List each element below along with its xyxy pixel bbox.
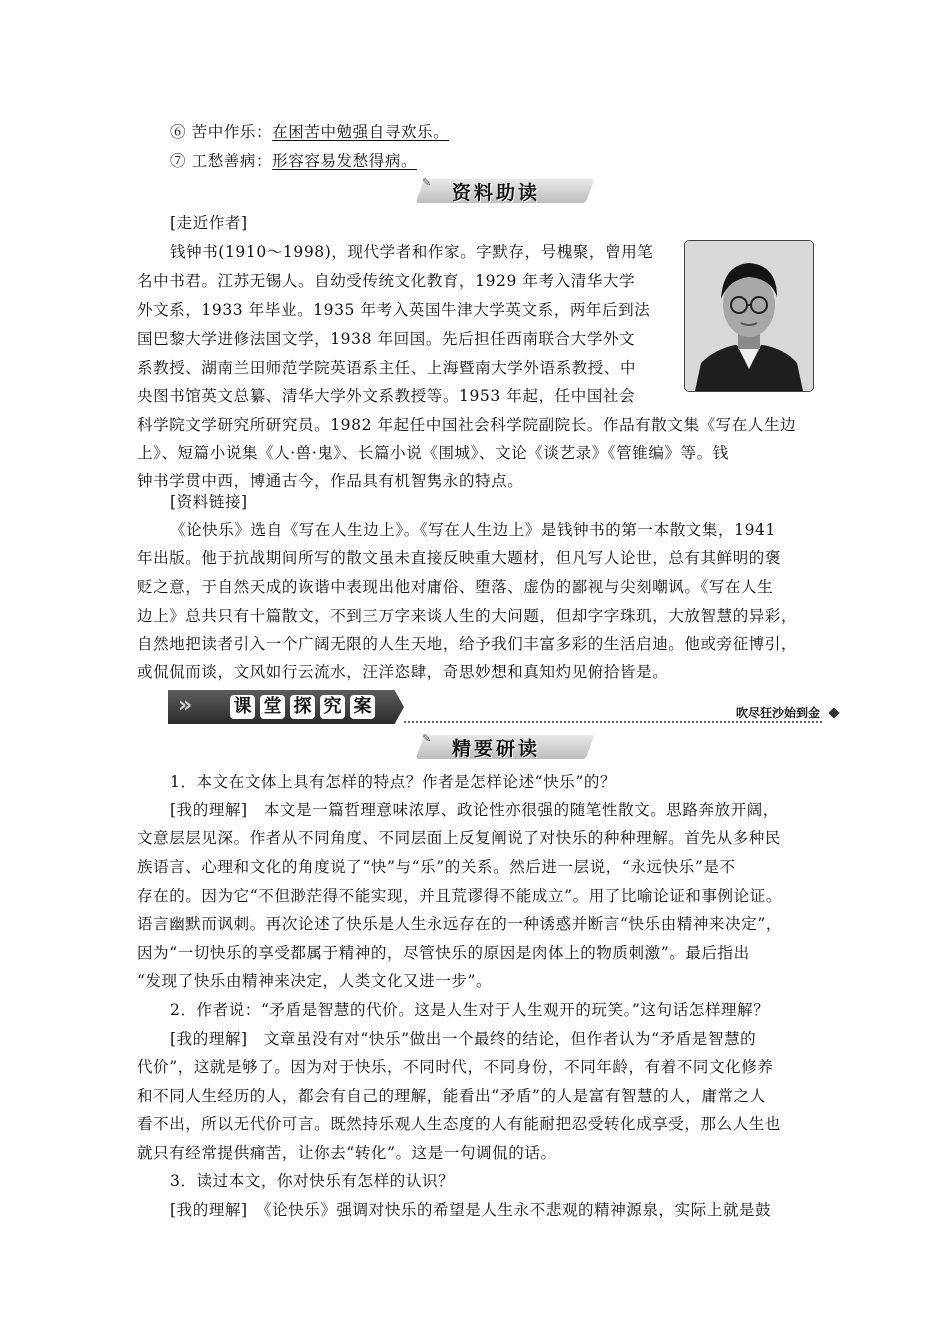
answer-line: 就只有经常提供痛苦，让你去“转化”。这是一句调侃的话。 — [137, 1144, 557, 1162]
link-line: 年出版。他于抗战期间所写的散文虽未直接反映重大题材，但凡写人论世，总有其鲜明的褒 — [137, 549, 782, 567]
question-2: 2．作者说：“矛盾是智慧的代价。这是人生对于人生观开的玩笑。”这句话怎样理解？ — [170, 1001, 770, 1019]
vocab-line-6 — [170, 120, 860, 145]
vocab-definition: 形容容易发愁得病。 — [272, 152, 418, 170]
author-line: 名中书君。江苏无锡人。自幼受传统文化教育，1929 年考入清华大学 — [137, 272, 636, 290]
link-line: 自然地把读者引入一个广阔无限的人生天地，给予我们丰富多彩的生活启迪。他或旁征博引， — [137, 635, 798, 653]
vocab-term: ⑦ 工愁善病： — [170, 152, 273, 170]
link-label: [资料链接] — [170, 493, 248, 511]
vocab-term: ⑥ 苦中作乐： — [170, 123, 273, 141]
author-line: 钱钟书(1910～1998)，现代学者和作家。字默存，号槐聚，曾用笔 — [170, 243, 654, 261]
answer-line: 族语言、心理和文化的角度说了“快”与“乐”的关系。然后进一层说，“永远快乐”是不 — [137, 858, 736, 876]
author-line: 科学院文学研究所研究员。1982 年起任中国社会科学院副院长。作品有散文集《写在人生边 — [137, 416, 797, 434]
answer-line: 文意层层见深。作者从不同角度、不同层面上反复阐说了对快乐的种种理解。首先从多种民 — [137, 829, 782, 847]
banner-motto: 吹尽狂沙始到金 — [735, 706, 820, 720]
answer-line: [我的理解] 《论快乐》强调对快乐的希望是人生永不悲观的精神源泉，实际上就是鼓 — [170, 1201, 772, 1219]
section-header-materials — [420, 176, 600, 206]
section-title: 精要研读 — [452, 738, 541, 760]
portrait-image — [685, 241, 813, 391]
question-3: 3．读过本文，你对快乐有怎样的认识？ — [170, 1172, 455, 1190]
author-line: 钟书学贯中西，博通古今，作品具有机智隽永的特点。 — [137, 472, 524, 490]
answer-line: 语言幽默而讽刺。再次论述了快乐是人生永远存在的一种诱惑并断言“快乐由精神来决定”， — [137, 915, 782, 933]
link-line: 贬之意，于自然天成的诙谐中表现出他对庸俗、堕落、虚伪的鄙视与尖刻嘲讽。《写在人生 — [137, 578, 774, 596]
answer-line: [我的理解] 本文是一篇哲理意味浓厚、政论性亦很强的随笔性散文。思路奔放开阔， — [170, 801, 779, 819]
answer-line: 存在的。因为它“不但渺茫得不能实现，并且荒谬得不能成立”。用了比喻论证和事例论证。 — [137, 887, 782, 905]
author-line: 外文系，1933 年毕业。1935 年考入英国牛津大学英文系，两年后到法 — [137, 301, 651, 319]
answer-line: [我的理解] 文章虽没有对“快乐”做出一个最终的结论，但作者认为“矛盾是智慧的 — [170, 1030, 757, 1048]
link-line: 边上》总共只有十篇散文，不到三万字来谈人生的大问题，但却字字珠玑，大放智慧的异彩， — [137, 607, 798, 625]
banner-char: 堂 — [260, 695, 285, 719]
answer-line: 和不同人生经历的人，都会有自己的理解，能看出“矛盾”的人是富有智慧的人，庸常之人 — [137, 1087, 766, 1105]
classroom-banner — [168, 690, 840, 726]
answer-line: 看不出，所以无代价可言。既然持乐观人生态度的人有能耐把忍受转化成享受，那么人生也 — [137, 1115, 782, 1133]
section-header-study — [420, 732, 600, 762]
dotted-rule — [404, 721, 822, 723]
author-portrait — [684, 240, 814, 392]
pen-icon: ✎ — [422, 732, 432, 745]
double-chevron-icon: » — [178, 693, 193, 718]
diamond-icon — [828, 707, 839, 718]
link-line: 《论快乐》选自《写在人生边上》。《写在人生边上》是钱钟书的第一本散文集，1941 — [170, 521, 776, 539]
vocab-line-7 — [170, 149, 860, 174]
banner-char: 课 — [230, 695, 255, 719]
author-label: [走近作者] — [170, 214, 248, 232]
link-line: 或侃侃而谈，文风如行云流水，汪洋恣肆，奇思妙想和真知灼见俯拾皆是。 — [137, 663, 669, 681]
banner-char: 案 — [350, 695, 375, 719]
section-title: 资料助读 — [452, 182, 541, 204]
answer-line: 因为“一切快乐的享受都属于精神的，尽管快乐的原因是肉体上的物质刺激”。最后指出 — [137, 944, 750, 962]
author-line: 国巴黎大学进修法国文学，1938 年回国。先后担任西南联合大学外文 — [137, 330, 636, 348]
author-line: 央图书馆英文总纂、清华大学外文系教授等。1953 年起，任中国社会 — [137, 387, 636, 405]
pen-icon: ✎ — [422, 176, 432, 189]
vocab-definition: 在困苦中勉强自寻欢乐。 — [272, 123, 450, 141]
answer-line: 代价”，这就是够了。因为对于快乐，不同时代，不同身份，不同年龄，有着不同文化修养 — [137, 1058, 774, 1076]
author-line: 系教授、湖南兰田师范学院英语系主任、上海暨南大学外语系教授、中 — [137, 359, 637, 377]
author-line: 上》、短篇小说集《人·兽·鬼》、长篇小说《围城》、文论《谈艺录》《管锥编》等。钱 — [137, 444, 729, 462]
answer-line: “发现了快乐由精神来决定，人类文化又进一步”。 — [137, 972, 493, 990]
banner-char: 探 — [290, 695, 315, 719]
question-1: 1．本文在文体上具有怎样的特点？作者是怎样论述“快乐”的？ — [170, 773, 617, 791]
banner-char: 究 — [320, 695, 345, 719]
